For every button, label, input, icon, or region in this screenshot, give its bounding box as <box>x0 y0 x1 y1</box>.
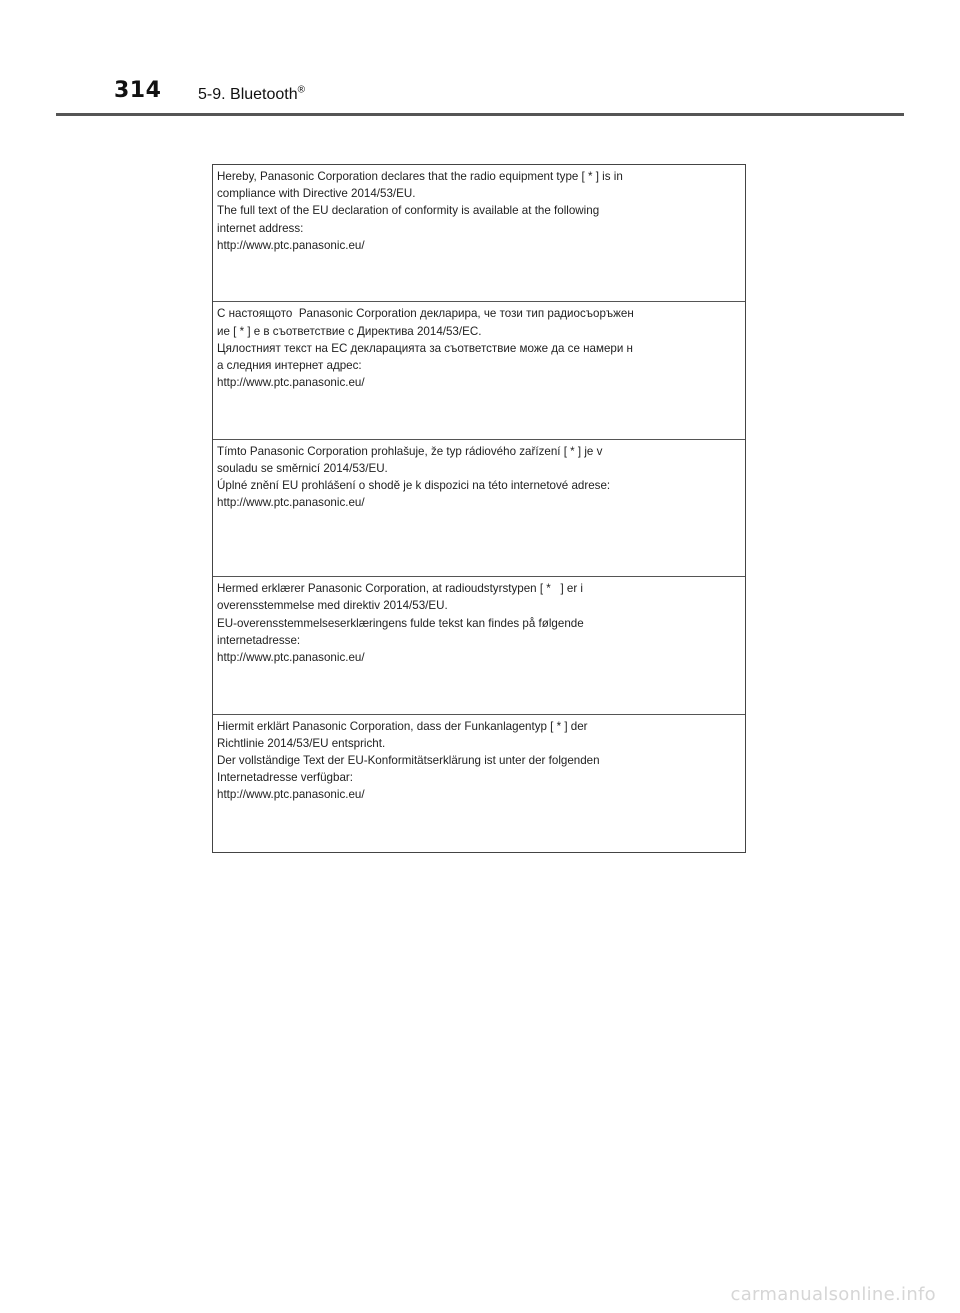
declaration-line: Цялостният текст на ЕС декларацията за съответствие може да се намери н <box>217 341 633 355</box>
declaration-line: compliance with Directive 2014/53/EU. <box>217 187 416 201</box>
declaration-url: http://www.ptc.panasonic.eu/ <box>217 650 365 664</box>
declaration-line: EU-overensstemmelseserklæringens fulde tekst kan findes på følgende <box>217 616 584 630</box>
declaration-line: С настоящото Panasonic Corporation декларира, че този тип радиосъоръжен <box>217 307 634 321</box>
declaration-line: Internetadresse verfügbar: <box>217 771 353 785</box>
declaration-line: internetadresse: <box>217 633 301 647</box>
registered-mark: ® <box>297 84 305 96</box>
declaration-line: Der vollständige Text der EU-Konformitätserklärung ist unter der folgenden <box>217 753 600 767</box>
declaration-line: internet address: <box>217 221 304 235</box>
section-title <box>198 86 305 104</box>
declaration-line: Hiermit erklärt Panasonic Corporation, dass der Funkanlagentyp [ * ] der <box>217 719 588 733</box>
declaration-url: http://www.ptc.panasonic.eu/ <box>217 788 365 802</box>
declaration-danish <box>213 577 745 714</box>
declaration-line: souladu se směrnicí 2014/53/EU. <box>217 461 388 475</box>
declaration-czech <box>213 440 745 577</box>
declaration-table <box>212 164 746 853</box>
declaration-line: ие [ * ] е в съответствие с Директива 2014/53/ЕС. <box>217 324 482 338</box>
page-header <box>0 0 960 120</box>
declaration-line: Richtlinie 2014/53/EU entspricht. <box>217 736 386 750</box>
declaration-line: а следния интернет адрес: <box>217 359 362 372</box>
declaration-line: Hermed erklærer Panasonic Corporation, at radioudstyrstypen [ * ] er i <box>217 582 584 596</box>
declaration-url: http://www.ptc.panasonic.eu/ <box>217 238 365 252</box>
declaration-bulgarian <box>213 302 745 439</box>
declaration-line: The full text of the EU declaration of conformity is available at the following <box>217 204 600 218</box>
section-title-text: 5-9. Bluetooth <box>198 86 298 103</box>
declaration-line: Úplné znění EU prohlášení o shodě je k dispozici na této internetové adrese: <box>217 479 611 493</box>
declaration-line: overensstemmelse med direktiv 2014/53/EU. <box>217 599 448 613</box>
declaration-german <box>213 715 745 852</box>
declaration-url: http://www.ptc.panasonic.eu/ <box>217 376 365 390</box>
declaration-english <box>213 165 745 302</box>
declaration-line: Tímto Panasonic Corporation prohlašuje, že typ rádiového zařízení [ * ] je v <box>217 444 603 458</box>
site-watermark: carmanualsonline.info <box>730 1284 936 1305</box>
declaration-line: Hereby, Panasonic Corporation declares that the radio equipment type [ * ] is in <box>217 170 623 183</box>
page-number: 314 <box>114 78 162 103</box>
header-rule <box>56 113 904 116</box>
declaration-url: http://www.ptc.panasonic.eu/ <box>217 496 365 510</box>
